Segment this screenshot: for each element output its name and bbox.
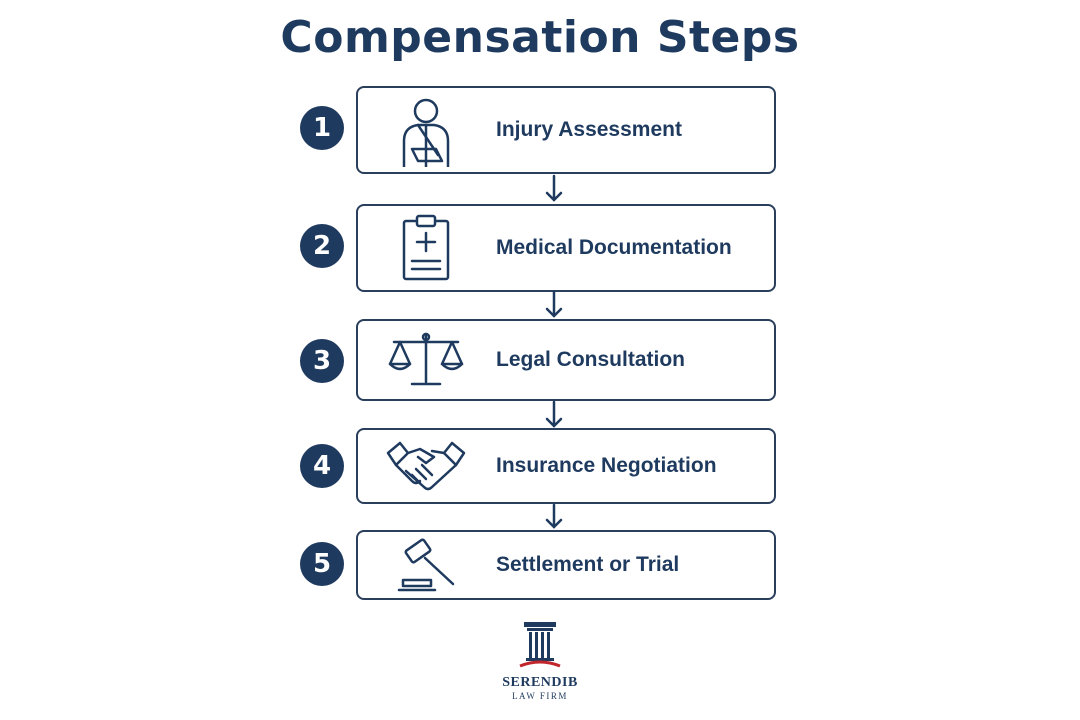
logo-subtitle: LAW FIRM — [512, 691, 568, 701]
handshake-icon — [386, 430, 466, 502]
step-label: Legal Consultation — [496, 348, 685, 371]
gavel-icon — [386, 532, 466, 598]
step-number-badge: 4 — [300, 444, 344, 488]
step-number-badge: 3 — [300, 339, 344, 383]
step-card — [356, 530, 776, 600]
step-card — [356, 319, 776, 401]
arrow-down-icon — [544, 400, 564, 430]
firm-logo — [490, 620, 590, 701]
step-label: Insurance Negotiation — [496, 454, 717, 477]
step-label: Settlement or Trial — [496, 553, 680, 576]
scales-of-justice-icon — [386, 321, 466, 399]
step-card — [356, 86, 776, 174]
step-number-badge: 5 — [300, 542, 344, 586]
step-label: Medical Documentation — [496, 236, 732, 259]
arrow-down-icon — [544, 503, 564, 531]
column-icon — [518, 620, 562, 668]
injured-person-icon — [386, 88, 466, 172]
step-card — [356, 428, 776, 504]
step-label: Injury Assessment — [496, 118, 682, 141]
step-card — [356, 204, 776, 292]
arrow-down-icon — [544, 290, 564, 320]
medical-clipboard-icon — [386, 206, 466, 290]
page-title: Compensation Steps — [280, 12, 800, 63]
logo-name: SERENDIB — [502, 675, 578, 690]
step-number-badge: 1 — [300, 106, 344, 150]
step-number-badge: 2 — [300, 224, 344, 268]
arrow-down-icon — [544, 174, 564, 204]
